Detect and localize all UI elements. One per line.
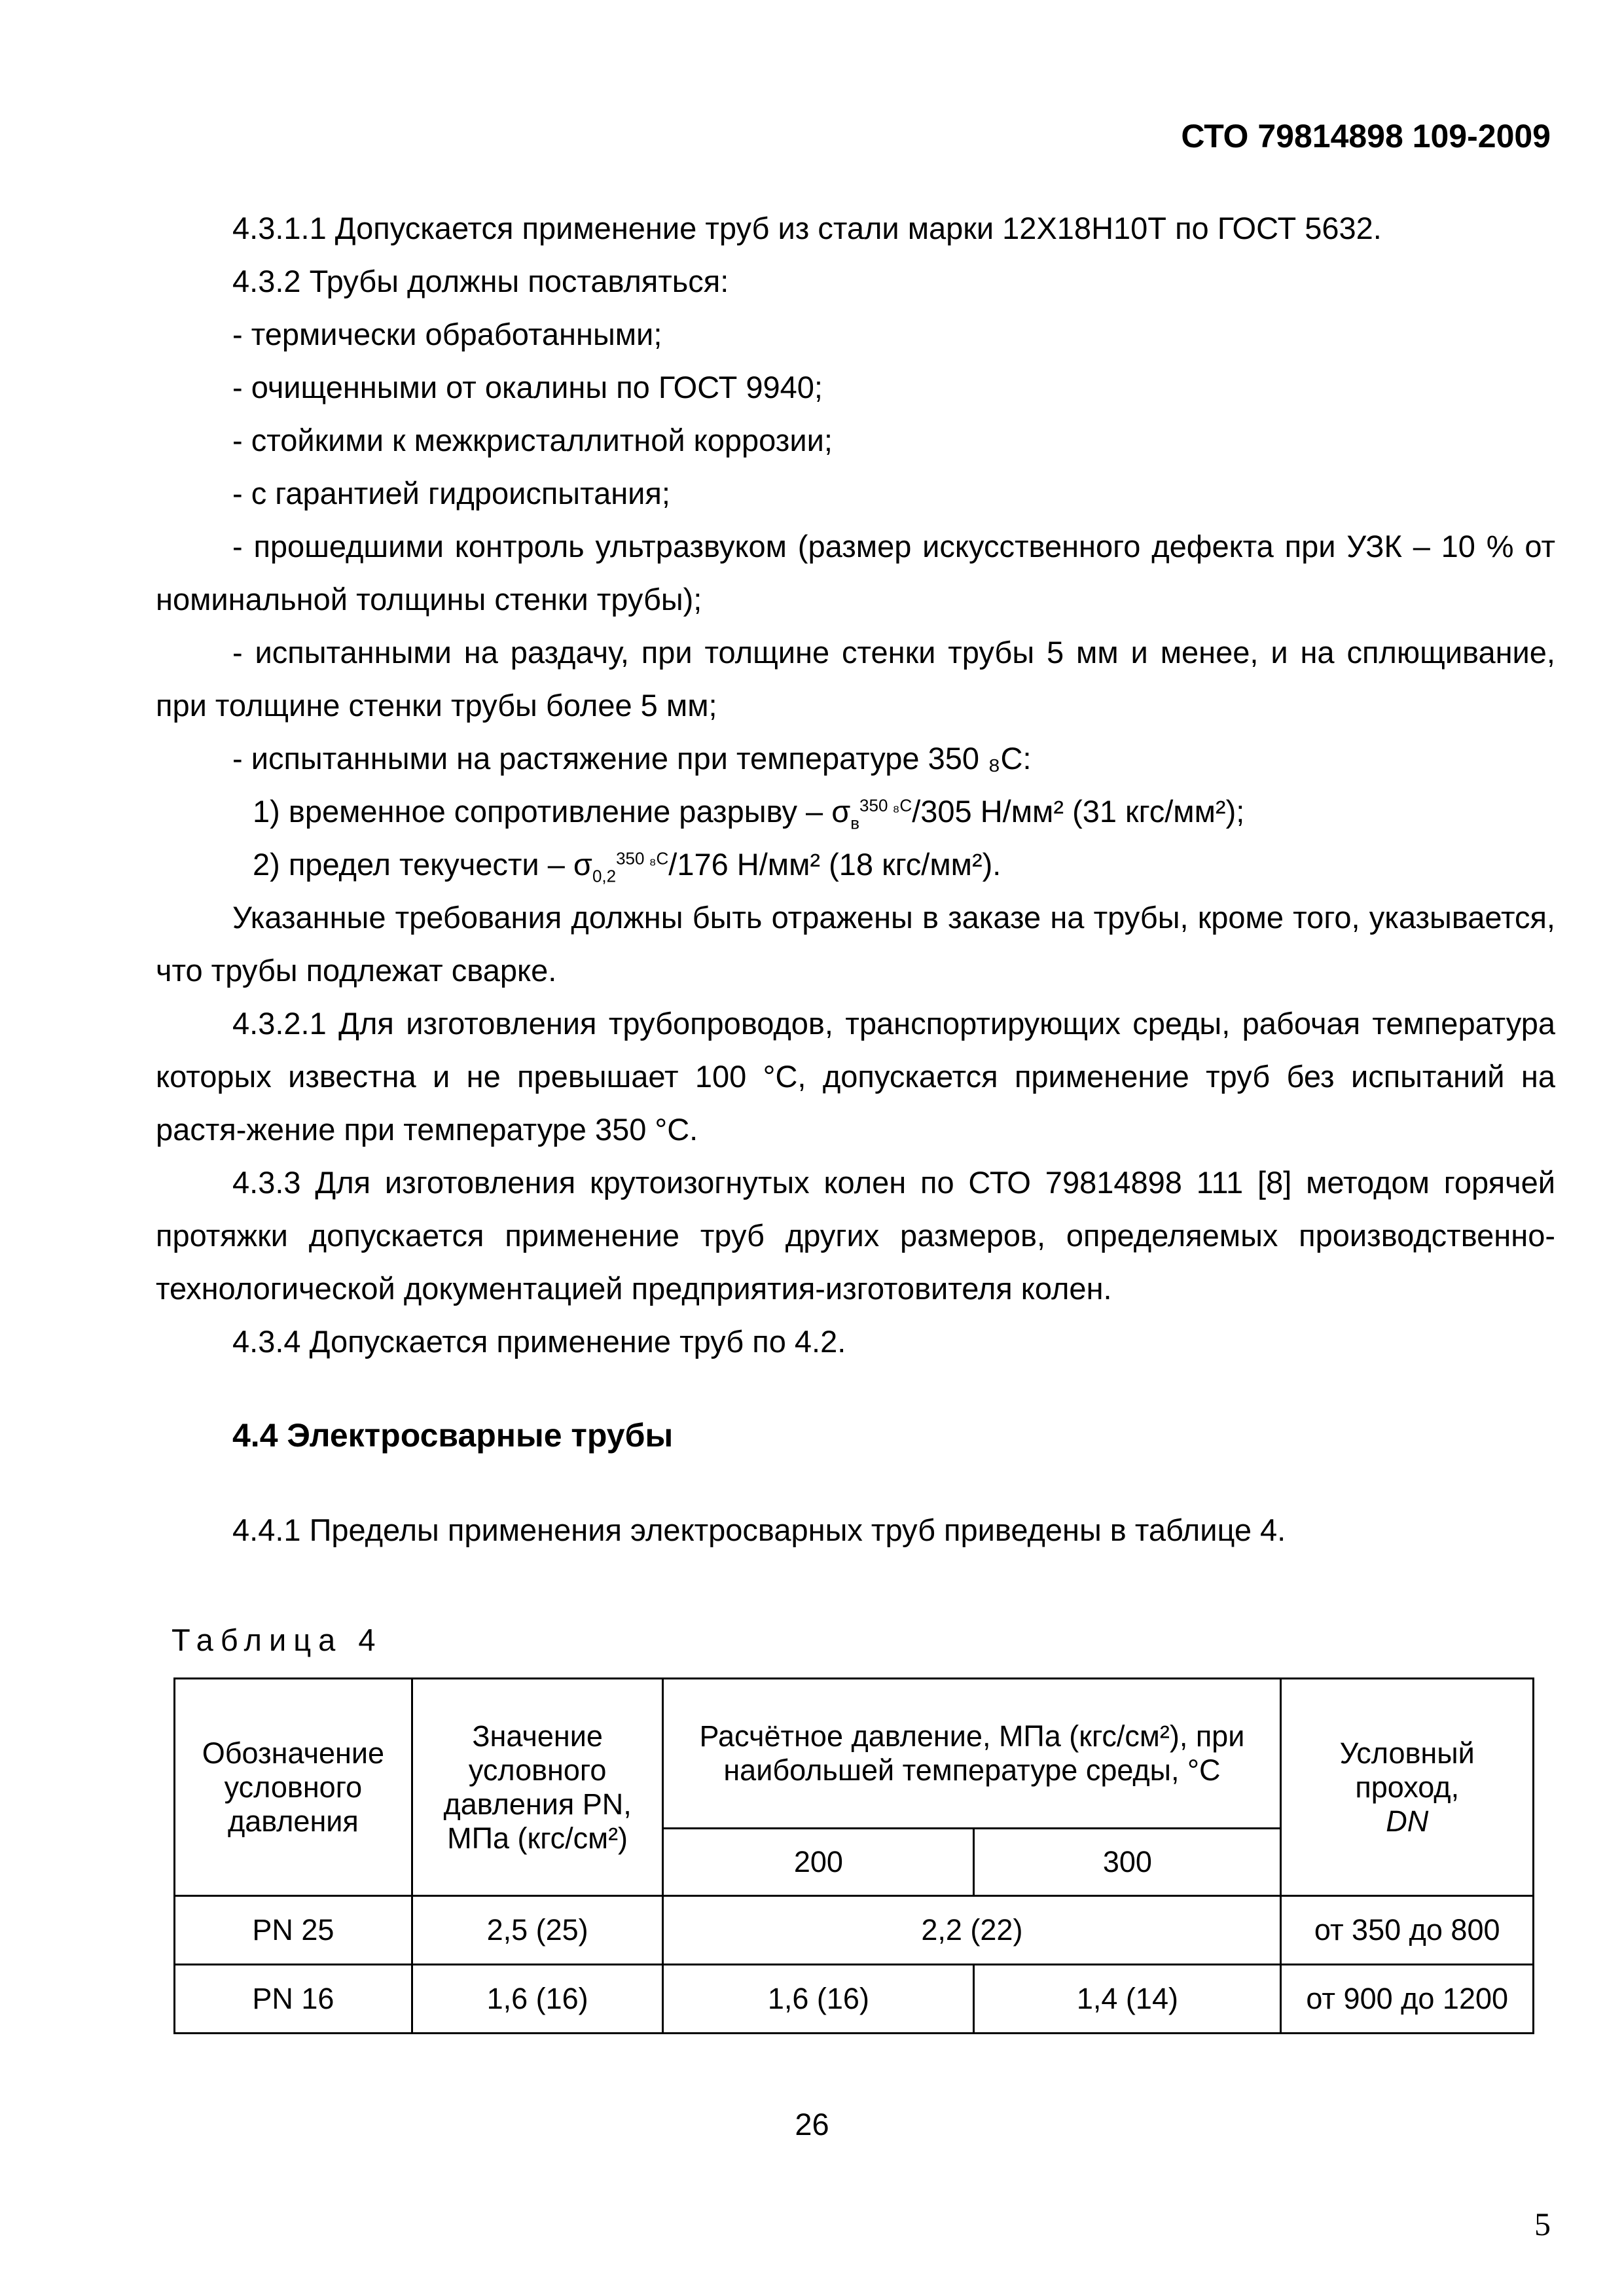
- header-pn-value: Значение условного давления PN, МПа (кгс/см²): [412, 1679, 663, 1896]
- table-row: [175, 1896, 1534, 1965]
- document-code: СТО 79814898 109-2009: [1181, 118, 1551, 154]
- formula-superscript: 350 ₈С: [616, 848, 669, 869]
- formula-text: /176 Н/мм² (18 кгс/мм²).: [668, 847, 1001, 882]
- table-row: [175, 1965, 1534, 2034]
- table-caption: Таблица 4: [171, 1623, 383, 1657]
- paragraph-note: Указанные требования должны быть отражены в заказе на трубы, кроме того, указывается, что трубы подлежат сварке.: [156, 900, 1555, 988]
- scan-page-number: 5: [1534, 2206, 1551, 2242]
- formula-tensile-strength: [156, 785, 1555, 838]
- header-design-pressure: Расчётное давление, МПа (кгс/см²), при наибольшей температуре среды, °С: [663, 1679, 1281, 1829]
- pipe-limits-table: [173, 1677, 1534, 2034]
- paragraph-4-3-4: 4.3.4 Допускается применение труб по 4.2.: [232, 1324, 846, 1359]
- section-heading: 4.4 Электросварные трубы: [232, 1417, 674, 1454]
- cell-pressure-300: 1,4 (14): [974, 1965, 1281, 2034]
- cell-pn-value: 1,6 (16): [412, 1965, 663, 2034]
- header-designation: Обозначение условного давления: [175, 1679, 412, 1896]
- paragraph-4-3-3: 4.3.3 Для изготовления крутоизогнутых колен по СТО 79814898 111 [8] методом горячей протяжки допускается применение труб других размеров, определяемых производственно-технологической документацией предприятия-изготовителя колен.: [156, 1165, 1555, 1306]
- table-header-row: [175, 1679, 1534, 1829]
- list-item: - термически обработанными;: [232, 317, 662, 351]
- cell-dn: от 900 до 1200: [1281, 1965, 1534, 2034]
- list-item: - испытанными на растяжение при температуре 350 ₈С:: [232, 741, 1032, 776]
- list-item: - прошедшими контроль ультразвуком (размер искусственного дефекта при УЗК – 10 % от номинальной толщины стенки трубы);: [156, 529, 1555, 617]
- formula-superscript: 350 ₈С: [859, 795, 912, 816]
- paragraph-4-4-1: 4.4.1 Пределы применения электросварных труб приведены в таблице 4.: [232, 1513, 1286, 1547]
- paragraph-4-3-2-1: 4.3.2.1 Для изготовления трубопроводов, транспортирующих среды, рабочая температура которых известна и не превышает 100 °С, допускается применение труб без испытаний на растя-жение при температуре 350 °С.: [156, 1006, 1555, 1147]
- formula-subscript: 0,2: [592, 866, 617, 886]
- header-nominal-bore-symbol: DN: [1386, 1804, 1429, 1838]
- list-item: - очищенными от окалины по ГОСТ 9940;: [232, 370, 823, 404]
- cell-dn: от 350 до 800: [1281, 1896, 1534, 1965]
- cell-designation: PN 25: [175, 1896, 412, 1965]
- cell-designation: PN 16: [175, 1965, 412, 2034]
- list-item: - с гарантией гидроиспытания;: [232, 476, 670, 511]
- header-temp-200: 200: [663, 1829, 974, 1896]
- page-number: 26: [795, 2107, 829, 2142]
- body-text: [156, 202, 1555, 1556]
- cell-pressure-200: 1,6 (16): [663, 1965, 974, 2034]
- paragraph-4-3-1-1: 4.3.1.1 Допускается применение труб из стали марки 12Х18Н10Т по ГОСТ 5632.: [232, 211, 1382, 245]
- cell-pn-value: 2,5 (25): [412, 1896, 663, 1965]
- paragraph-4-3-2: 4.3.2 Трубы должны поставляться:: [232, 264, 729, 298]
- list-item: - стойкими к межкристаллитной коррозии;: [232, 423, 833, 457]
- list-item: - испытанными на раздачу, при толщине стенки трубы 5 мм и менее, и на сплющивание, при толщине стенки трубы более 5 мм;: [156, 635, 1555, 723]
- formula-yield-strength: [156, 838, 1555, 891]
- formula-text: 2) предел текучести – σ: [253, 847, 592, 882]
- formula-text: /305 Н/мм² (31 кгс/мм²);: [912, 794, 1245, 829]
- header-temp-300: 300: [974, 1829, 1281, 1896]
- header-nominal-bore-label: Условный проход,: [1339, 1736, 1475, 1804]
- header-nominal-bore: [1281, 1679, 1534, 1896]
- formula-text: 1) временное сопротивление разрыву – σ: [253, 794, 851, 829]
- cell-pressure: 2,2 (22): [663, 1896, 1281, 1965]
- formula-subscript: в: [850, 813, 860, 833]
